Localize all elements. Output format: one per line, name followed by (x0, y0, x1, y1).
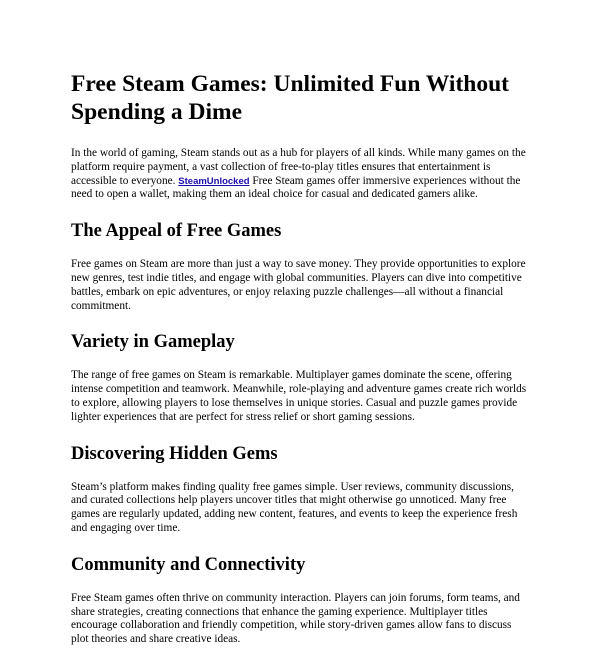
section-heading-appeal: The Appeal of Free Games (71, 221, 282, 242)
intro-text-after-link: Free Steam games offer immersive experiences without the need to open a wallet, making them an ideal choice for casual and dedicated gamers alike. (71, 174, 521, 201)
intro-text-before-link: In the world of gaming, Steam stands out as a hub for players of all kinds. While many games on the platform require payment, a vast collection of free-to-play titles ensures that entertainment is accessible to everyone. (71, 147, 526, 187)
section-heading-variety: Variety in Gameplay (71, 332, 235, 353)
section-body-appeal: Free games on Steam are more than just a way to save money. They provide opportunities to explore new genres, test indie titles, and engage with global communities. Players can dive into competitive battles, embark on epic adventures, or enjoy relaxing puzzle challenges—all without a financial commitment. (71, 258, 526, 312)
section-body-variety: The range of free games on Steam is remarkable. Multiplayer games dominate the scene, offering intense competition and teamwork. Meanwhile, role-playing and adventure games create rich worlds to explore, allowing players to lose themselves in unique stories. Casual and puzzle games provide lighter experiences that are perfect for stress relief or short gaming sessions. (71, 369, 527, 423)
intro-paragraph (71, 147, 531, 202)
article-title: Free Steam Games: Unlimited Fun Without Spending a Dime (71, 71, 509, 125)
section-body-hidden-gems: Steam’s platform makes finding quality free games simple. User reviews, community discussions, and curated collections help players uncover titles that might otherwise go unnoticed. Many free games are regularly updated, adding new content, features, and events to keep the experience fresh and engaging over time. (71, 480, 518, 534)
section-heading-hidden-gems: Discovering Hidden Gems (71, 443, 278, 464)
section-heading-community: Community and Connectivity (71, 554, 306, 575)
article (71, 70, 531, 665)
section-body-community: Free Steam games often thrive on community interaction. Players can join forums, form teams, and share strategies, creating connections that enhance the gaming experience. Multiplayer titles encourage collaboration and friendly competition, while story-driven games allow fans to discuss plot theories and share creative ideas. (71, 591, 520, 646)
steamunlocked-link[interactable]: SteamUnlocked (178, 175, 250, 187)
